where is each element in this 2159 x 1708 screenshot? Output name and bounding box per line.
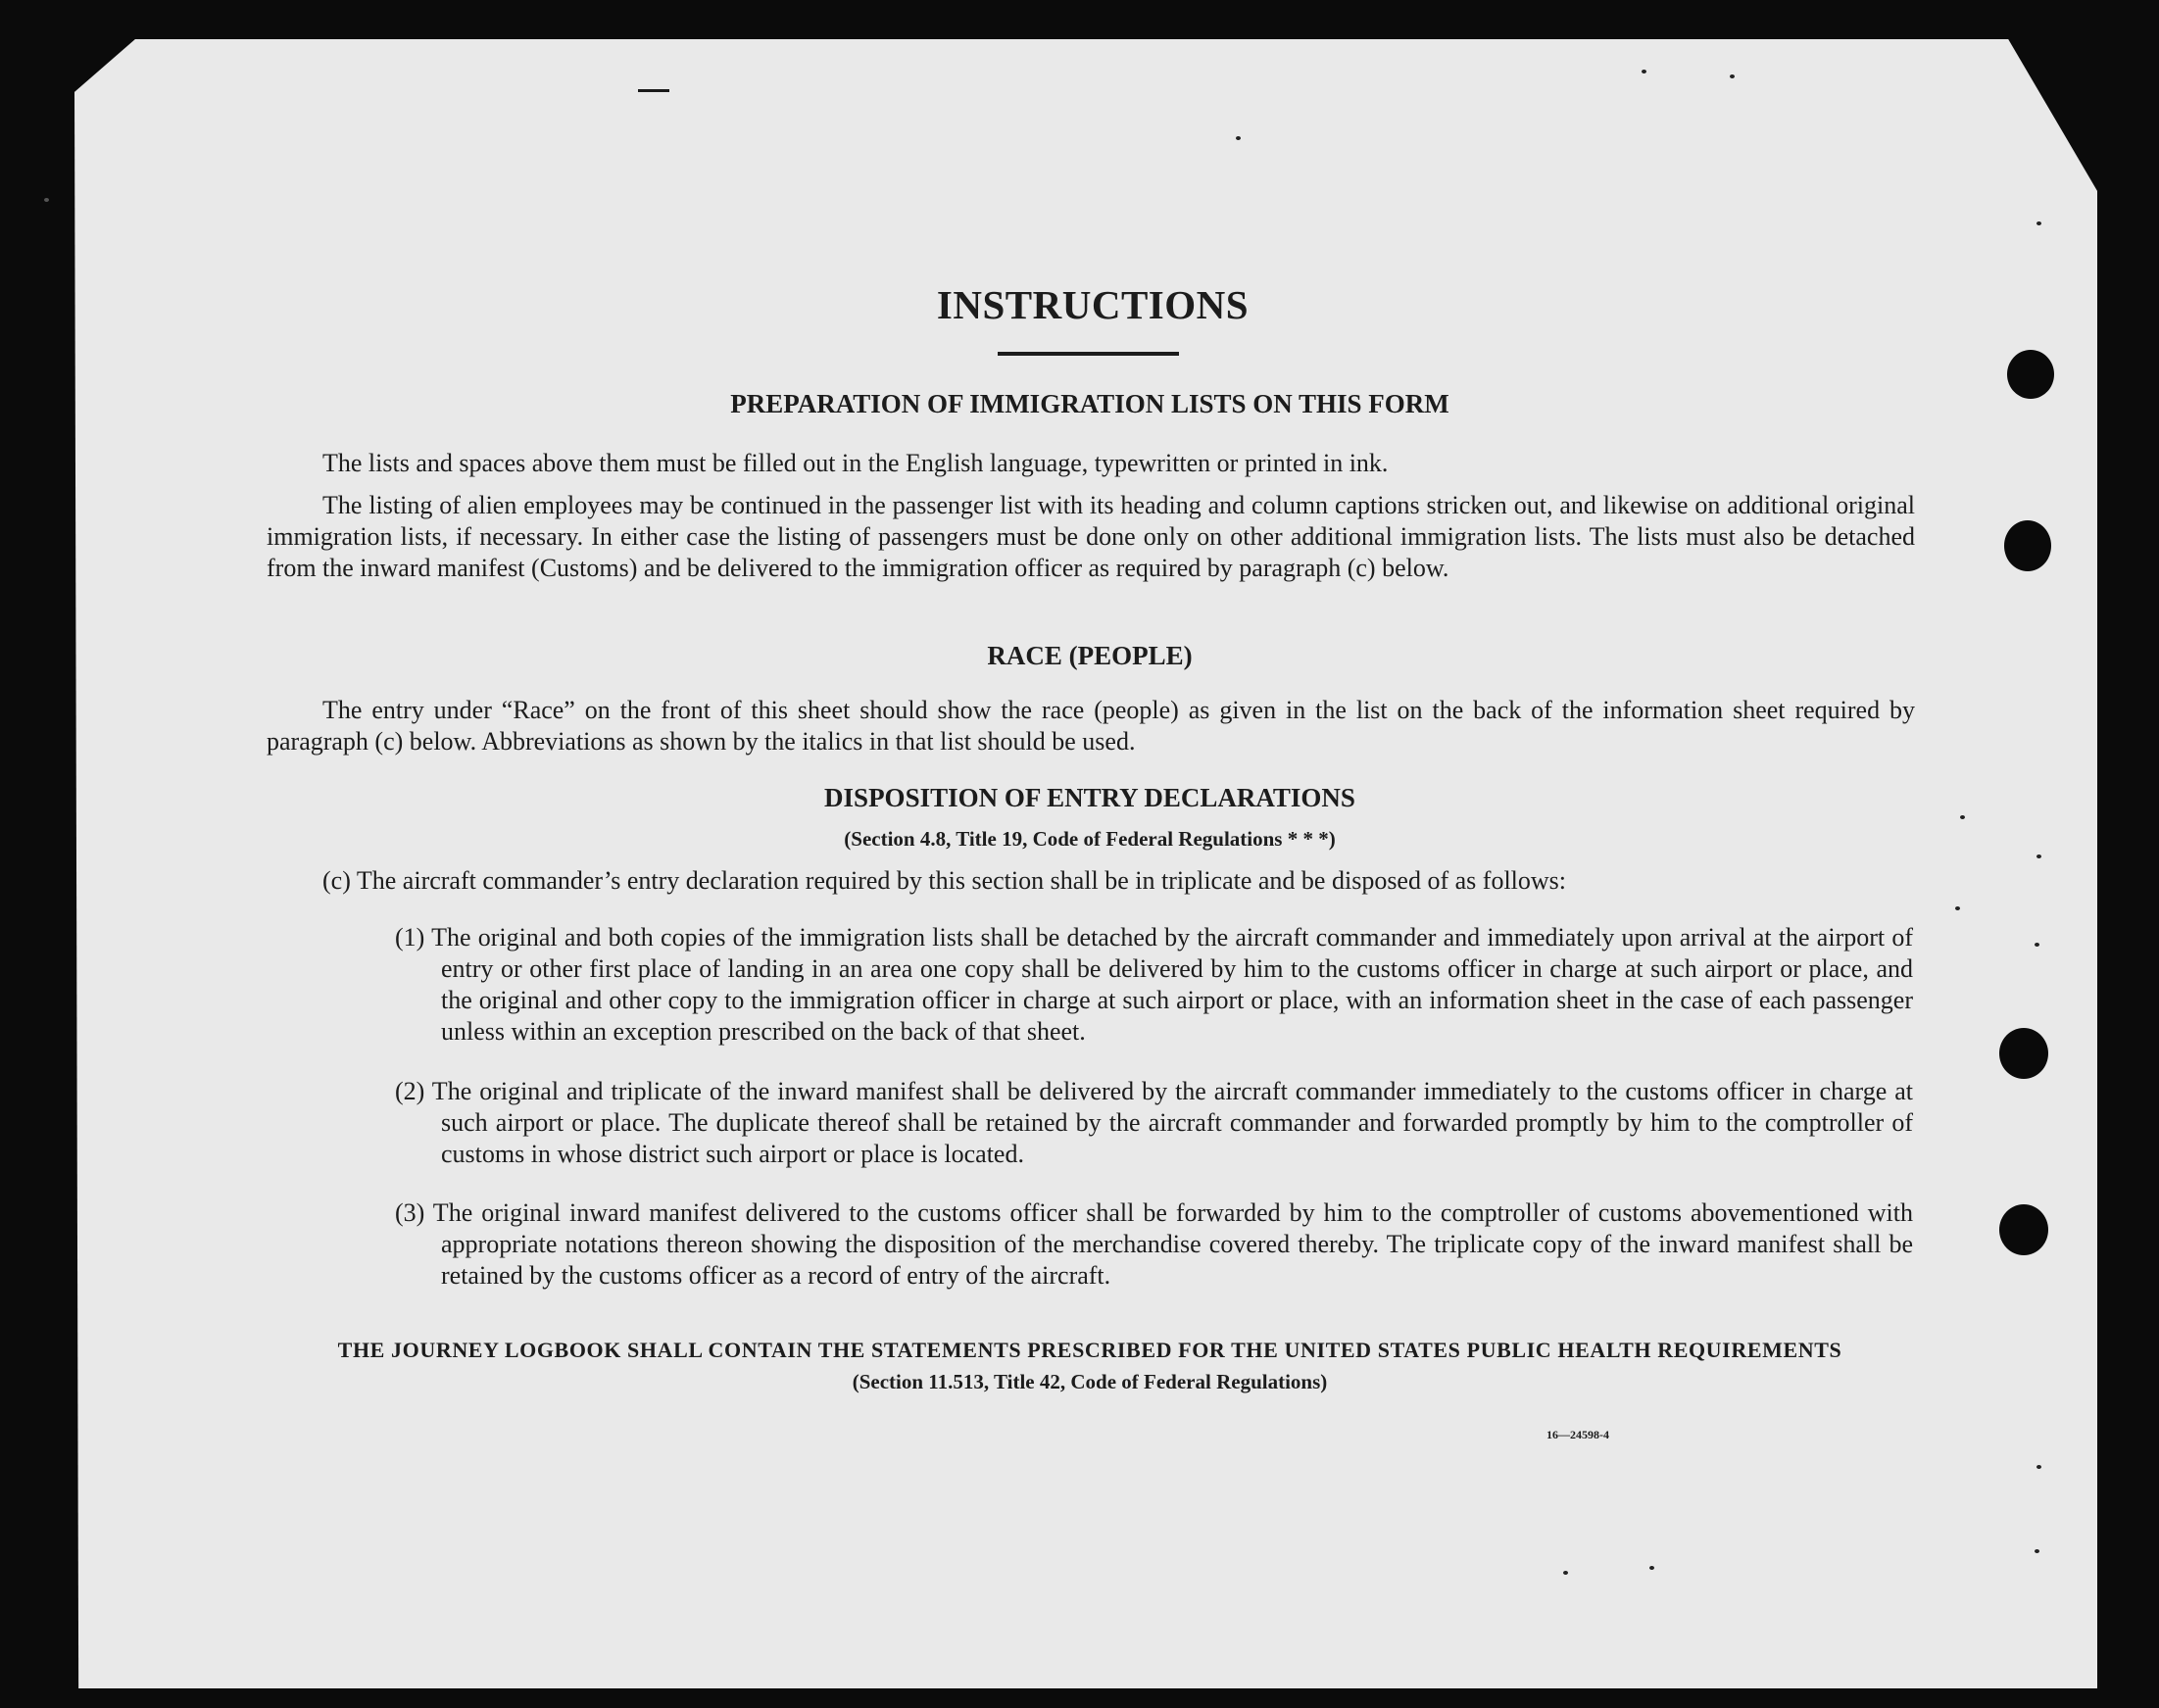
section-citation: (Section 4.8, Title 19, Code of Federal Regulations * * *) <box>844 827 1336 851</box>
section-heading-preparation: PREPARATION OF IMMIGRATION LISTS ON THIS FORM <box>730 389 1449 418</box>
list-item: (1) The original and both copies of the immigration lists shall be detached by the aircraft commander and immediately upon arrival at the airport of entry or other first place of landing in an area one copy shall be delivered by him to the customs officer in charge at such airport or place, and the original and other copy to the immigration officer in charge at such airport or place, with an information sheet in the case of each passenger unless within an exception prescribed on the back of that sheet. <box>395 923 1913 1046</box>
footer-statement: THE JOURNEY LOGBOOK SHALL CONTAIN THE STATEMENTS PRESCRIBED FOR THE UNITED STATES PUBLIC HEALTH REQUIREMENTS <box>337 1338 1842 1362</box>
list-item: (2) The original and triplicate of the inward manifest shall be delivered by the aircraft commander immediately to the customs officer in charge at such airport or place. The duplicate thereof shall be retained by the aircraft commander and forwarded promptly by him to the comptroller of customs in whose district such airport or place is located. <box>395 1077 1913 1168</box>
paragraph-intro: (c) The aircraft commander’s entry declaration required by this section shall be in triplicate and be disposed of as follows: <box>322 866 1567 895</box>
document-title: INSTRUCTIONS <box>936 282 1250 327</box>
section-heading-disposition: DISPOSITION OF ENTRY DECLARATIONS <box>824 783 1355 812</box>
section-heading-race: RACE (PEOPLE) <box>987 641 1193 670</box>
form-number: 16—24598-4 <box>1546 1428 1609 1441</box>
list-item: (3) The original inward manifest delivered to the customs officer shall be forwarded by him to the comptroller of customs abovementioned with appropriate notations thereon showing the disposition of the merchandise covered thereby. The triplicate copy of the inward manifest shall be retained by the customs officer as a record of entry of the aircraft. <box>395 1198 1913 1290</box>
footer-citation: (Section 11.513, Title 42, Code of Federal Regulations) <box>852 1370 1328 1393</box>
paragraph: The listing of alien employees may be continued in the passenger list with its heading and column captions stricken out, and likewise on additional original immigration lists, if necessary. In either case the listing of passengers must be done only on other additional immigration lists. The lists must also be detached from the inward manifest (Customs) and be delivered to the immigration officer as required by paragraph (c) below. <box>267 491 1915 582</box>
title-underline <box>998 352 1179 356</box>
paragraph: The lists and spaces above them must be filled out in the English language, typewritten or printed in ink. <box>322 449 1389 477</box>
paragraph: The entry under “Race” on the front of this sheet should show the race (people) as given in the list on the back of the information sheet required by paragraph (c) below. Abbreviations as shown by the italics in that list should be used. <box>267 696 1915 756</box>
